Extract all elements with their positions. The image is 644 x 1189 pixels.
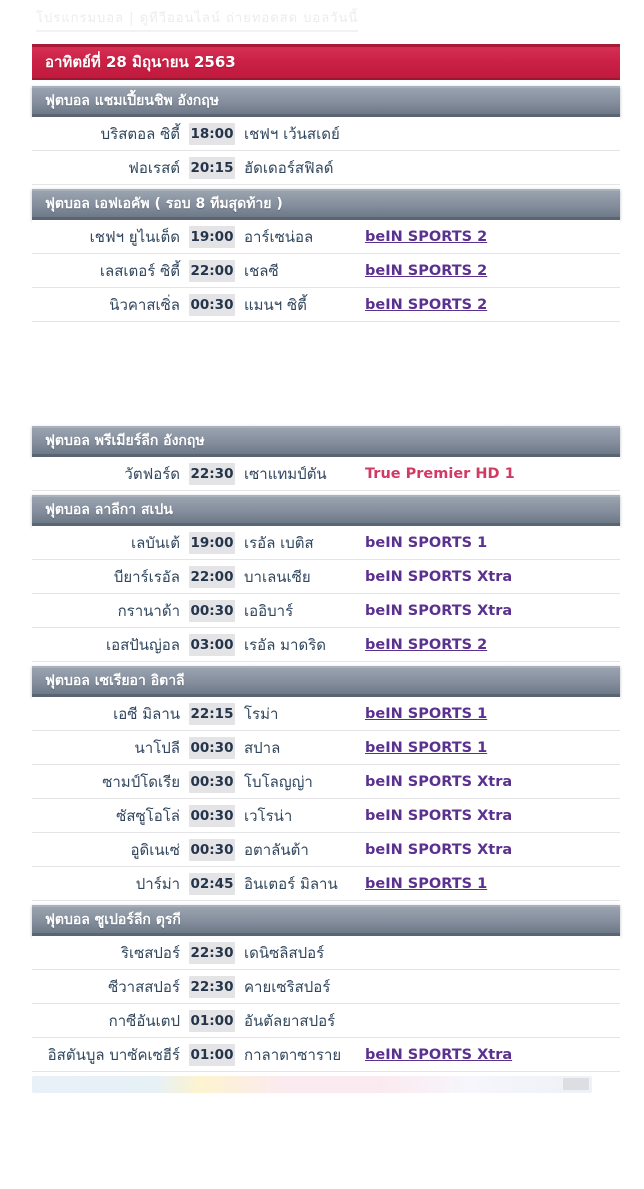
match-row [32, 457, 620, 491]
kickoff-time: 00:30 [189, 839, 235, 861]
match-row [32, 1004, 620, 1038]
away-team: แมนฯ ซิตี้ [244, 295, 307, 314]
section-header-bar [32, 495, 620, 526]
section-title: ฟุตบอล พรีเมียร์ลีก อังกฤษ [45, 433, 205, 449]
away-team: เดนิซลิสปอร์ [244, 943, 325, 962]
kickoff-time: 18:00 [189, 123, 235, 145]
away-team: อาร์เซน่อล [244, 227, 314, 246]
home-team: เลบันเต้ [131, 533, 180, 552]
away-team: เซาแทมป์ตัน [244, 464, 327, 483]
away-team: โรม่า [244, 704, 279, 723]
match-row [32, 936, 620, 970]
date-banner: อาทิตย์ที่ 28 มิถุนายน 2563 [32, 44, 620, 80]
section-title: ฟุตบอล เอฟเอคัพ ( รอบ 8 ทีมสุดท้าย ) [45, 196, 283, 212]
kickoff-time: 03:00 [189, 634, 235, 656]
home-team: กาซีอันเตป [108, 1011, 180, 1030]
ad-badge-icon [563, 1078, 589, 1090]
channel-link[interactable]: beIN SPORTS Xtra [365, 568, 513, 585]
kickoff-time: 00:30 [189, 600, 235, 622]
kickoff-time: 22:15 [189, 703, 235, 725]
channel-link[interactable]: beIN SPORTS 1 [365, 534, 488, 551]
match-row [32, 799, 620, 833]
section-title: ฟุตบอล เซเรียอา อิตาลี [45, 673, 185, 689]
away-team: อันตัลยาสปอร์ [244, 1011, 336, 1030]
kickoff-time: 22:30 [189, 976, 235, 998]
away-team: เชลซี [244, 261, 279, 280]
match-row [32, 254, 620, 288]
kickoff-time: 02:45 [189, 873, 235, 895]
home-team: วัตฟอร์ด [124, 464, 180, 483]
section-rows [32, 526, 620, 662]
channel-link[interactable]: beIN SPORTS Xtra [365, 1046, 513, 1063]
home-team: เลสเตอร์ ซิตี้ [99, 261, 180, 280]
match-row [32, 220, 620, 254]
away-team: เรอัล เบติส [244, 533, 314, 552]
section-rows [32, 457, 620, 491]
home-team: ซีวาสสปอร์ [108, 977, 180, 996]
section-title: ฟุตบอล ซูเปอร์ลีก ตุรกี [45, 912, 181, 928]
home-team: ซัสซูโอโล่ [116, 806, 180, 825]
kickoff-time: 01:00 [189, 1010, 235, 1032]
channel-link[interactable]: beIN SPORTS Xtra [365, 602, 513, 619]
match-row [32, 970, 620, 1004]
section-rows [32, 936, 620, 1072]
channel-link[interactable]: True Premier HD 1 [365, 465, 515, 482]
channel-link[interactable]: beIN SPORTS 1 [365, 705, 488, 722]
section-rows [32, 220, 620, 322]
league-section [32, 189, 620, 322]
away-team: เรอัล มาดริด [244, 635, 327, 654]
match-row [32, 765, 620, 799]
section-title: ฟุตบอล แชมเปี้ยนชิพ อังกฤษ [45, 93, 219, 109]
match-row [32, 697, 620, 731]
home-team: ปาร์ม่า [135, 874, 180, 893]
home-team: นาโปลี [134, 738, 180, 757]
channel-link[interactable]: beIN SPORTS Xtra [365, 773, 513, 790]
home-team: เอซี มิลาน [113, 704, 180, 723]
away-team: โบโลญญ่า [244, 772, 313, 791]
channel-link[interactable]: beIN SPORTS 2 [365, 636, 488, 653]
away-team: อตาลันต้า [244, 840, 309, 859]
away-team: อินเตอร์ มิลาน [244, 874, 338, 893]
match-row [32, 288, 620, 322]
away-team: สปาล [244, 738, 281, 757]
match-row [32, 117, 620, 151]
home-team: นิวคาสเซิ่ล [109, 295, 180, 314]
kickoff-time: 20:15 [189, 157, 235, 179]
empty-ad-slot [32, 326, 620, 426]
home-team: อิสตันบูล บาซัคเซฮีร์ [47, 1045, 180, 1064]
match-row [32, 628, 620, 662]
schedule-list [32, 86, 620, 1072]
section-header-bar [32, 666, 620, 697]
home-team: กรานาด้า [117, 601, 180, 620]
kickoff-time: 22:00 [189, 260, 235, 282]
league-section [32, 86, 620, 185]
away-team: เออิบาร์ [244, 601, 294, 620]
kickoff-time: 00:30 [189, 737, 235, 759]
channel-link[interactable]: beIN SPORTS 2 [365, 228, 488, 245]
section-header-bar [32, 189, 620, 220]
schedule-container [32, 44, 620, 1093]
faded-breadcrumb[interactable]: โปรแกรมบอล | ดูทีวีออนไลน์ ถ่ายทอดสด บอลวันนี้ [36, 7, 358, 32]
home-team: บียาร์เรอัล [113, 567, 180, 586]
home-team: เอสปันญ่อล [105, 635, 180, 654]
away-team: เชฟฯ เว้นสเดย์ [244, 124, 340, 143]
away-team: กาลาตาซาราย [244, 1045, 342, 1064]
section-rows [32, 117, 620, 185]
home-team: บริสตอล ซิตี้ [100, 124, 180, 143]
match-row [32, 594, 620, 628]
kickoff-time: 19:00 [189, 226, 235, 248]
match-row [32, 1038, 620, 1072]
away-team: เวโรน่า [244, 806, 293, 825]
faded-ad-banner [32, 1076, 592, 1093]
section-title: ฟุตบอล ลาลีกา สเปน [45, 502, 173, 518]
league-section [32, 905, 620, 1072]
home-team: ฟอเรสต์ [128, 158, 180, 177]
league-section [32, 426, 620, 491]
section-rows [32, 697, 620, 901]
kickoff-time: 01:00 [189, 1044, 235, 1066]
section-header-bar [32, 426, 620, 457]
section-header-bar [32, 905, 620, 936]
channel-link[interactable]: beIN SPORTS Xtra [365, 807, 513, 824]
match-row [32, 833, 620, 867]
kickoff-time: 22:30 [189, 942, 235, 964]
match-row [32, 526, 620, 560]
section-header-bar [32, 86, 620, 117]
match-row [32, 731, 620, 765]
match-row [32, 151, 620, 185]
channel-link[interactable]: beIN SPORTS 2 [365, 262, 488, 279]
match-row [32, 560, 620, 594]
kickoff-time: 19:00 [189, 532, 235, 554]
away-team: บาเลนเซีย [244, 567, 311, 586]
kickoff-time: 22:30 [189, 463, 235, 485]
kickoff-time: 00:30 [189, 805, 235, 827]
kickoff-time: 00:30 [189, 771, 235, 793]
channel-link[interactable]: beIN SPORTS 1 [365, 739, 488, 756]
match-row [32, 867, 620, 901]
away-team: ฮัดเดอร์สฟิลด์ [244, 158, 334, 177]
away-team: คายเซริสปอร์ [244, 977, 331, 996]
home-team: ซามป์โดเรีย [102, 772, 180, 791]
home-team: อูดิเนเซ่ [130, 840, 180, 859]
kickoff-time: 22:00 [189, 566, 235, 588]
home-team: ริเซสปอร์ [120, 943, 180, 962]
channel-link[interactable]: beIN SPORTS 2 [365, 296, 488, 313]
league-section [32, 666, 620, 901]
home-team: เชฟฯ ยูไนเต็ด [89, 227, 180, 246]
league-section [32, 495, 620, 662]
channel-link[interactable]: beIN SPORTS Xtra [365, 841, 513, 858]
kickoff-time: 00:30 [189, 294, 235, 316]
channel-link[interactable]: beIN SPORTS 1 [365, 875, 488, 892]
